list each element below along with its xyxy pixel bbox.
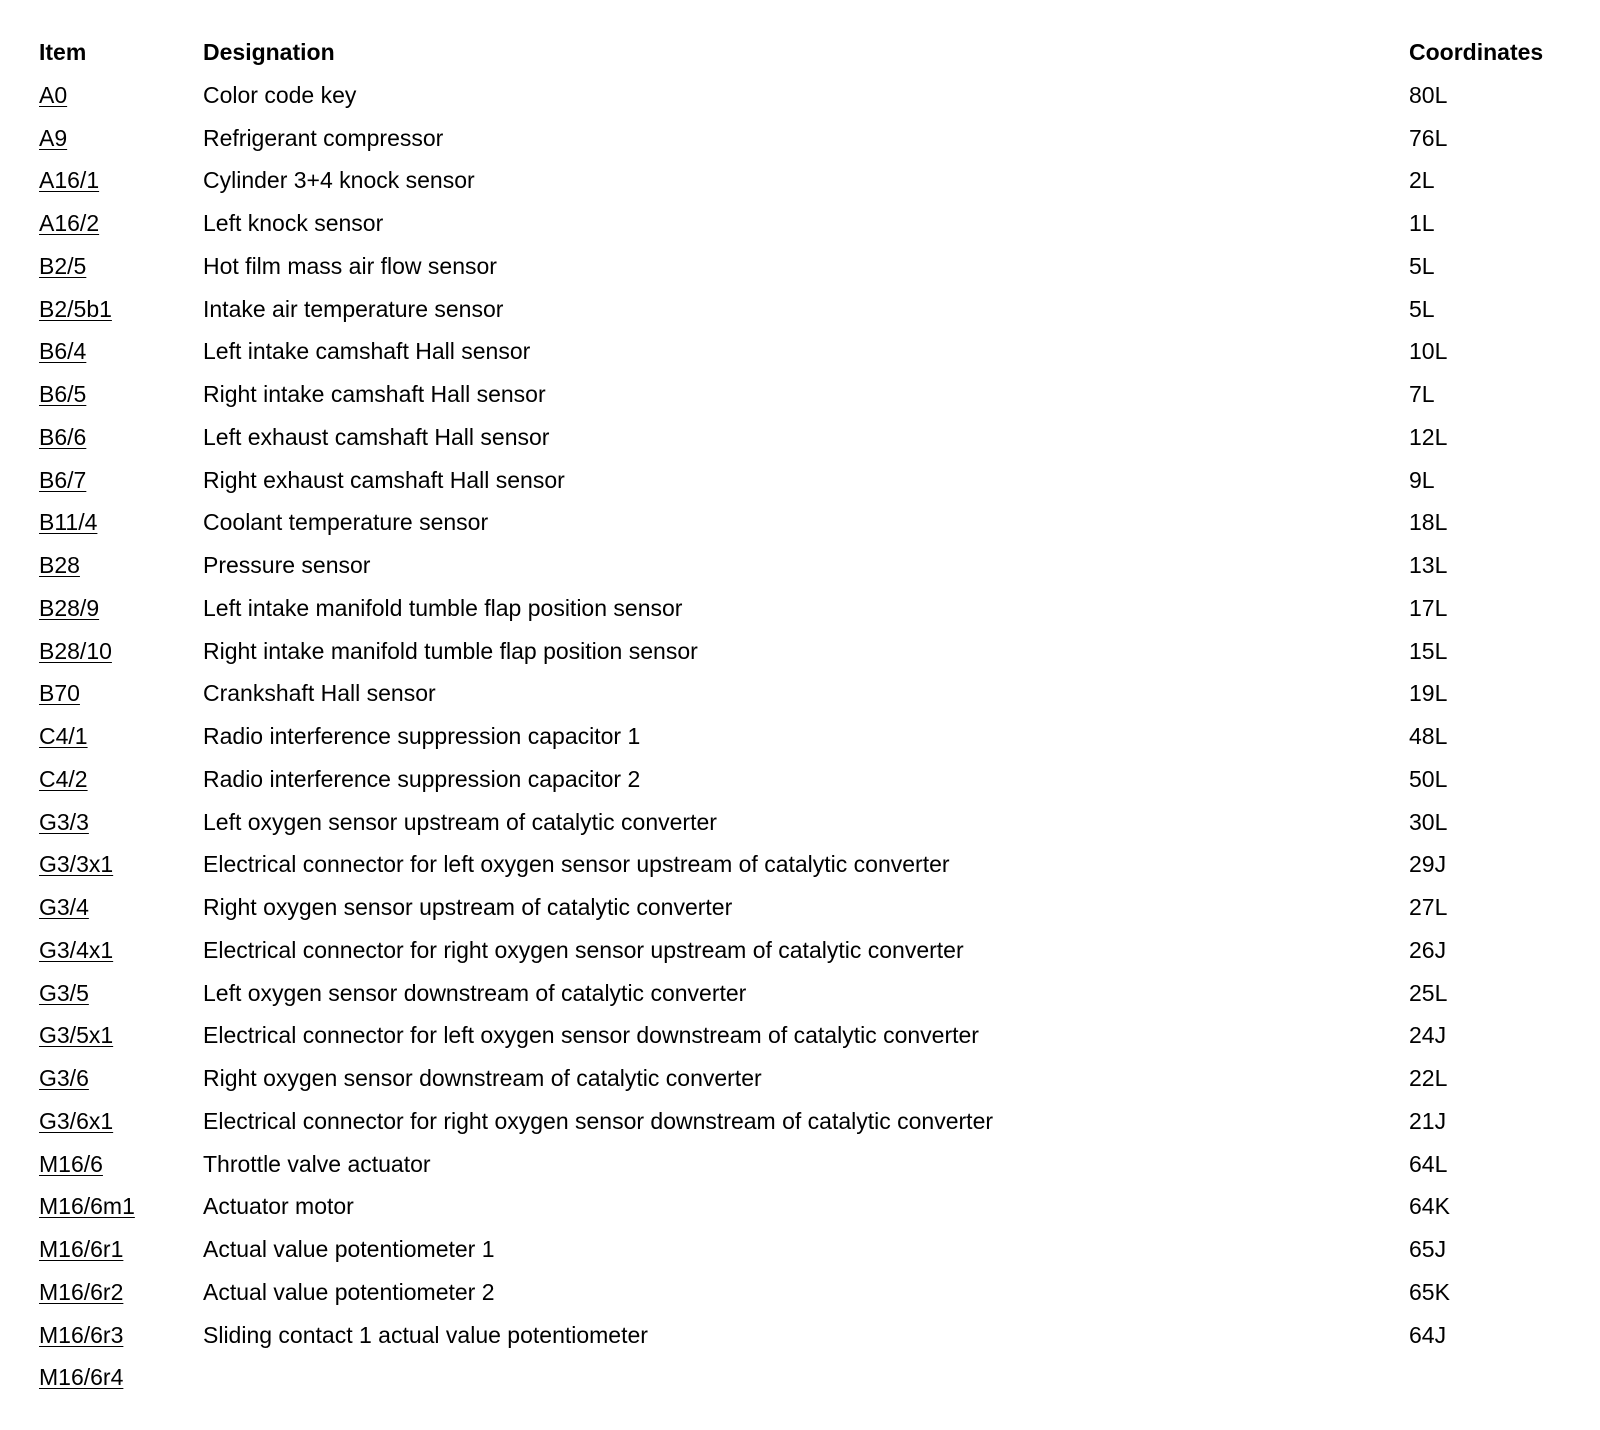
- coordinates-text: 27L: [1409, 894, 1448, 920]
- table-row: [0, 331, 1600, 374]
- table-row: [0, 759, 1600, 802]
- item-link[interactable]: M16/6: [39, 1150, 103, 1177]
- table-row: [0, 844, 1600, 887]
- coordinates-text: 12L: [1409, 423, 1448, 450]
- item-link[interactable]: G3/6: [39, 1065, 89, 1091]
- designation-text: Pressure sensor: [203, 552, 371, 578]
- column-header-designation: Designation: [203, 39, 335, 65]
- designation-text: Intake air temperature sensor: [203, 295, 504, 322]
- table-row: [0, 460, 1600, 503]
- designation-text: Coolant temperature sensor: [203, 509, 489, 536]
- designation-text: Crankshaft Hall sensor: [203, 680, 436, 707]
- designation-text: Radio interference suppression capacitor 1: [203, 723, 641, 749]
- item-link[interactable]: B11/4: [39, 509, 98, 536]
- table-row: [0, 160, 1600, 203]
- designation-text: Actuator motor: [203, 1193, 354, 1220]
- item-link[interactable]: A0: [39, 81, 68, 108]
- coordinates-text: 17L: [1409, 594, 1448, 621]
- coordinates-text: 64J: [1409, 1321, 1447, 1348]
- designation-text: Right intake camshaft Hall sensor: [203, 381, 546, 407]
- item-link[interactable]: G3/5x1: [39, 1022, 114, 1049]
- coordinates-text: 48L: [1409, 723, 1448, 749]
- coordinates-text: 22L: [1409, 1065, 1448, 1091]
- table-row: [0, 118, 1600, 161]
- designation-text: Left intake camshaft Hall sensor: [203, 338, 531, 365]
- table-row: [0, 930, 1600, 973]
- coordinates-text: 21J: [1409, 1107, 1447, 1134]
- item-link[interactable]: G3/6x1: [39, 1107, 114, 1134]
- designation-text: Hot film mass air flow sensor: [203, 252, 497, 279]
- table-row: [0, 75, 1600, 118]
- table-row: [0, 417, 1600, 460]
- item-link[interactable]: G3/4x1: [39, 936, 114, 963]
- item-link[interactable]: B70: [39, 680, 80, 707]
- item-link[interactable]: A9: [39, 124, 68, 151]
- item-link[interactable]: B6/5: [39, 381, 87, 407]
- coordinates-text: 7L: [1409, 381, 1435, 407]
- item-link[interactable]: B2/5: [39, 252, 87, 279]
- coordinates-text: 5L: [1409, 252, 1435, 279]
- table-row: [0, 1186, 1600, 1229]
- item-link[interactable]: G3/3x1: [39, 851, 114, 878]
- coordinates-text: 50L: [1409, 765, 1448, 792]
- coordinates-text: 18L: [1409, 509, 1448, 536]
- item-link[interactable]: M16/6r2: [39, 1278, 124, 1305]
- item-link[interactable]: B6/6: [39, 423, 87, 450]
- table-row: [0, 374, 1600, 417]
- designation-text: Right exhaust camshaft Hall sensor: [203, 466, 565, 493]
- coordinates-text: 1L: [1409, 210, 1435, 236]
- coordinates-text: 65K: [1409, 1278, 1450, 1305]
- designation-text: Cylinder 3+4 knock sensor: [203, 167, 475, 194]
- designation-text: Sliding contact 1 actual value potentiometer: [203, 1321, 648, 1348]
- item-link[interactable]: B2/5b1: [39, 295, 112, 322]
- coordinates-text: 80L: [1409, 81, 1448, 108]
- item-link[interactable]: B28/10: [39, 637, 112, 664]
- item-link[interactable]: C4/2: [39, 765, 88, 792]
- item-link[interactable]: B28/9: [39, 594, 100, 621]
- coordinates-text: 24J: [1409, 1022, 1447, 1049]
- table-row: [0, 1058, 1600, 1101]
- table-row: [0, 203, 1600, 246]
- item-link[interactable]: A16/2: [39, 210, 100, 236]
- table-row: [0, 887, 1600, 930]
- coordinates-text: 2L: [1409, 167, 1435, 194]
- item-link[interactable]: M16/6r1: [39, 1236, 124, 1262]
- item-link[interactable]: M16/6r4: [39, 1364, 124, 1391]
- item-link[interactable]: G3/5: [39, 979, 89, 1006]
- designation-text: Radio interference suppression capacitor 2: [203, 765, 641, 792]
- item-link[interactable]: C4/1: [39, 723, 88, 749]
- coordinates-text: 29J: [1409, 851, 1447, 878]
- table-body: [0, 75, 1600, 1400]
- designation-text: Left intake manifold tumble flap position sensor: [203, 594, 683, 621]
- table-row: [0, 246, 1600, 289]
- designation-text: Throttle valve actuator: [203, 1150, 431, 1177]
- item-link[interactable]: G3/4: [39, 894, 89, 920]
- table-row: [0, 1272, 1600, 1315]
- coordinates-text: 10L: [1409, 338, 1448, 365]
- designation-text: Electrical connector for left oxygen sensor downstream of catalytic converter: [203, 1022, 979, 1049]
- coordinates-text: 5L: [1409, 295, 1435, 322]
- designation-text: Right oxygen sensor downstream of catalytic converter: [203, 1065, 762, 1091]
- item-link[interactable]: G3/3: [39, 808, 89, 835]
- coordinates-text: 65J: [1409, 1236, 1447, 1262]
- coordinates-text: 15L: [1409, 637, 1448, 664]
- table-header-row: [0, 32, 1600, 75]
- table-row: [0, 716, 1600, 759]
- item-link[interactable]: B6/4: [39, 338, 87, 365]
- table-row: [0, 1357, 1600, 1400]
- table-row: [0, 1315, 1600, 1358]
- table-row: [0, 289, 1600, 332]
- designation-text: Refrigerant compressor: [203, 124, 444, 151]
- designation-text: Right intake manifold tumble flap position sensor: [203, 637, 698, 664]
- designation-text: Color code key: [203, 81, 357, 108]
- table-row: [0, 1144, 1600, 1187]
- item-link[interactable]: M16/6m1: [39, 1193, 135, 1220]
- table-row: [0, 1229, 1600, 1272]
- designation-text: Electrical connector for right oxygen sensor downstream of catalytic converter: [203, 1107, 994, 1134]
- designation-text: Left knock sensor: [203, 210, 384, 236]
- item-link[interactable]: B6/7: [39, 466, 87, 493]
- designation-text: Left oxygen sensor downstream of catalytic converter: [203, 979, 747, 1006]
- column-header-item: Item: [39, 39, 87, 65]
- item-link[interactable]: B28: [39, 552, 80, 578]
- table-row: [0, 631, 1600, 674]
- designation-text: Electrical connector for right oxygen sensor upstream of catalytic converter: [203, 936, 964, 963]
- designation-text: Electrical connector for left oxygen sensor upstream of catalytic converter: [203, 851, 950, 878]
- designation-text: Left exhaust camshaft Hall sensor: [203, 423, 550, 450]
- coordinates-text: 26J: [1409, 936, 1447, 963]
- coordinates-text: 76L: [1409, 124, 1448, 151]
- table-row: [0, 673, 1600, 716]
- coordinates-text: 25L: [1409, 979, 1448, 1006]
- coordinates-text: 64K: [1409, 1193, 1450, 1220]
- table-row: [0, 545, 1600, 588]
- table-row: [0, 1101, 1600, 1144]
- designation-text: Actual value potentiometer 1: [203, 1236, 495, 1262]
- item-link[interactable]: M16/6r3: [39, 1321, 124, 1348]
- table-row: [0, 973, 1600, 1016]
- table-row: [0, 588, 1600, 631]
- coordinates-text: 9L: [1409, 466, 1435, 493]
- table-row: [0, 502, 1600, 545]
- designation-text: Left oxygen sensor upstream of catalytic converter: [203, 808, 717, 835]
- designation-text: Right oxygen sensor upstream of catalytic converter: [203, 894, 733, 920]
- coordinates-text: 13L: [1409, 552, 1448, 578]
- designation-text: Actual value potentiometer 2: [203, 1278, 495, 1305]
- column-header-coordinates: Coordinates: [1409, 39, 1544, 65]
- coordinates-text: 64L: [1409, 1150, 1448, 1177]
- item-link[interactable]: A16/1: [39, 167, 100, 194]
- component-legend-table: [0, 32, 1600, 1400]
- coordinates-text: 30L: [1409, 808, 1448, 835]
- coordinates-text: 19L: [1409, 680, 1448, 707]
- table-row: [0, 802, 1600, 845]
- table-row: [0, 1015, 1600, 1058]
